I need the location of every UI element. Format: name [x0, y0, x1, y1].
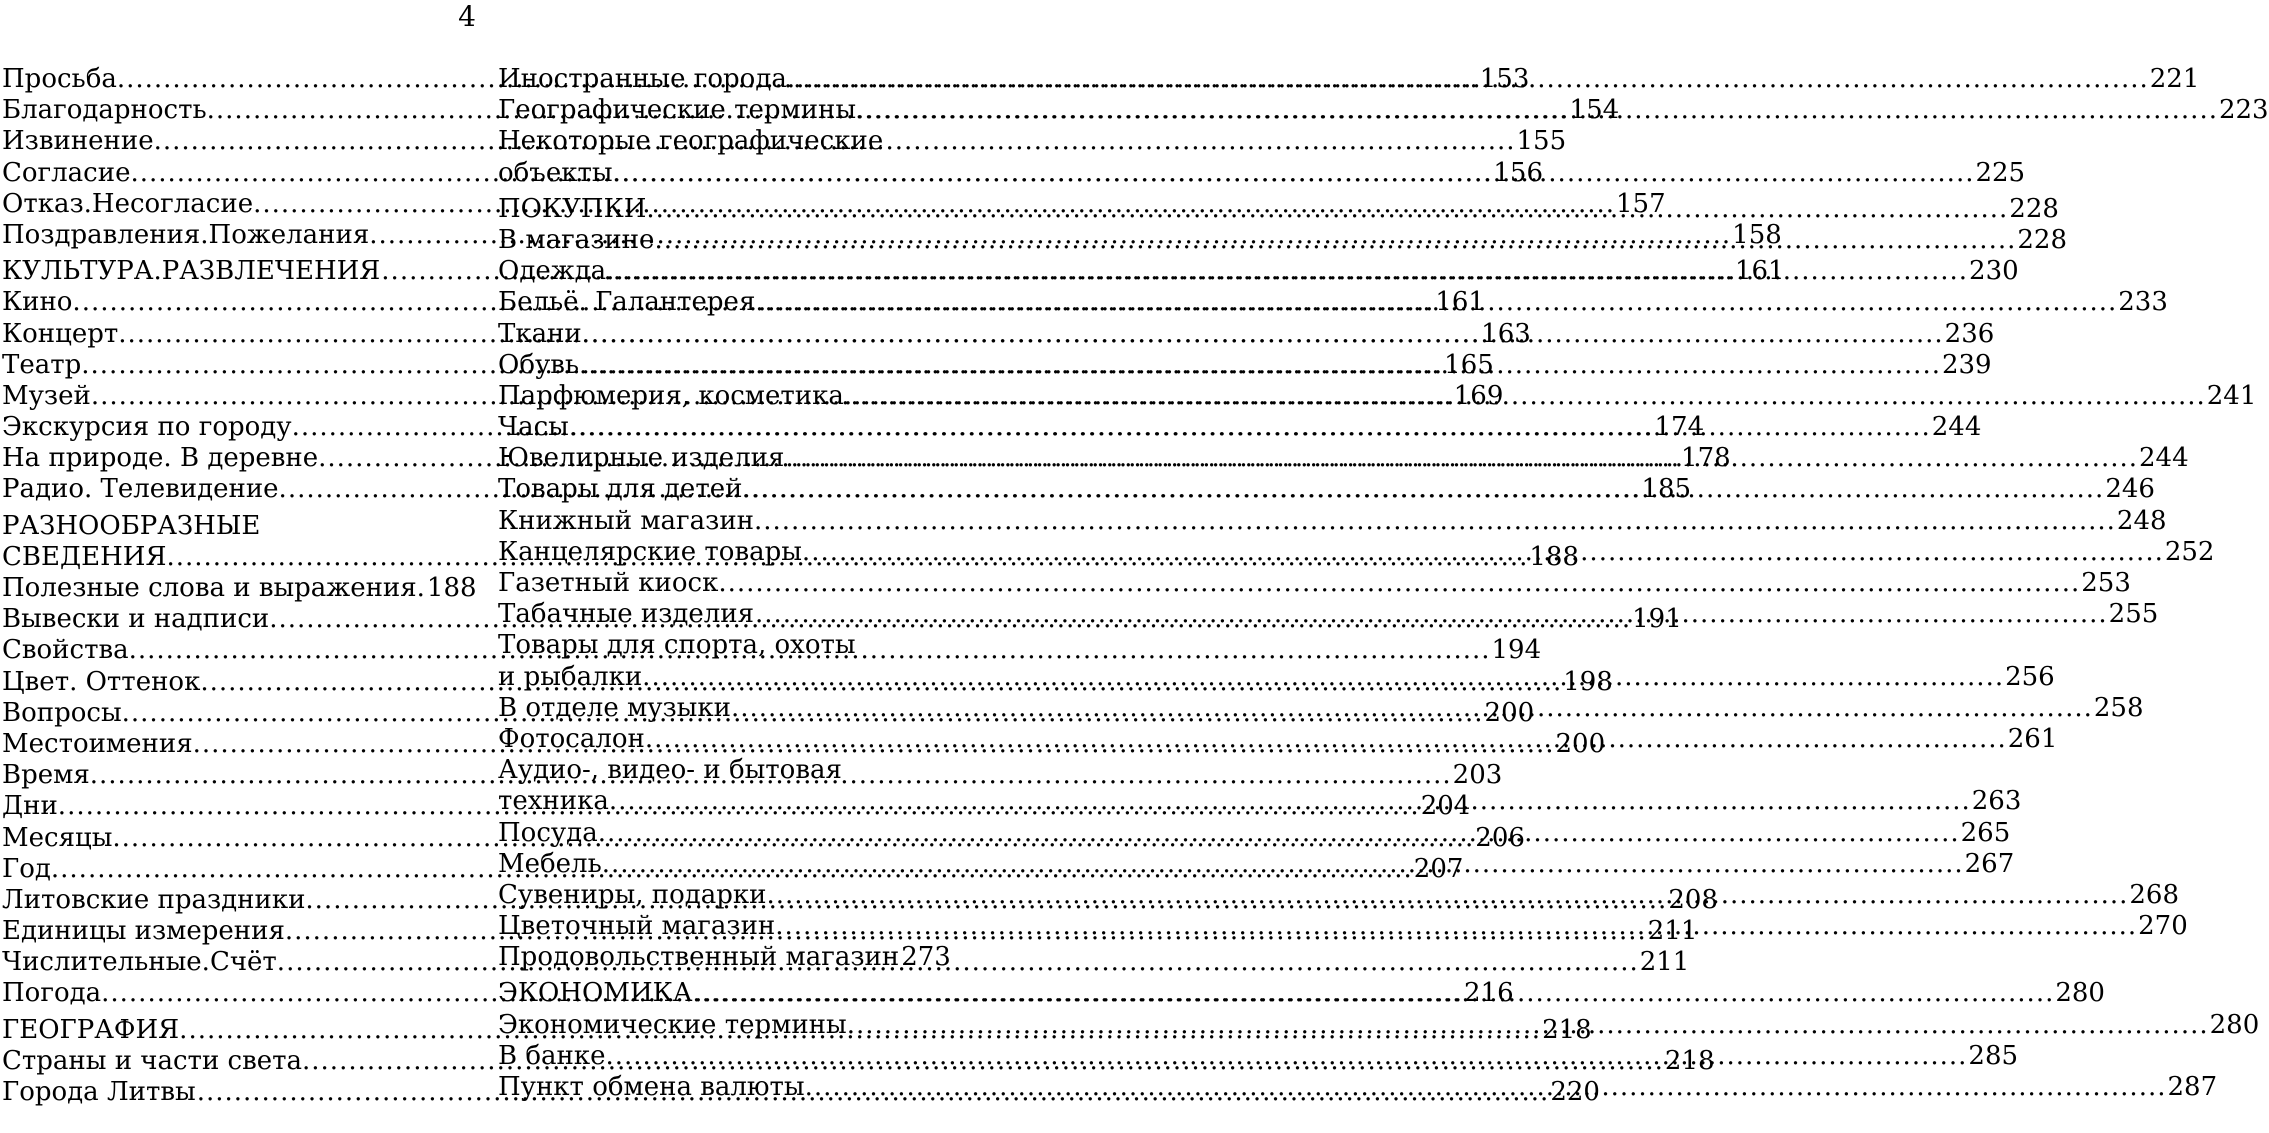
toc-entry-page: 236 [1944, 318, 1995, 349]
dot-leader [853, 381, 2206, 412]
dot-leader [811, 537, 2164, 568]
toc-entry-page: 188 [1529, 541, 1579, 572]
toc-entry-title: В отделе музыки. [498, 692, 740, 723]
toc-entry-page: 211 [1639, 947, 1690, 978]
toc-entry-page: 225 [1975, 157, 2026, 188]
toc-entry-title: Парфюмерия, косметика. [498, 380, 853, 411]
toc-entry-page: 228 [2009, 193, 2059, 224]
toc-entry-page: 174 [1654, 412, 1705, 443]
toc-entry-title: Канцелярские товары. [498, 536, 811, 567]
toc-entry-title: Кино. [2, 287, 81, 318]
toc-entry-title: Бельё. Галантерея. [498, 287, 764, 318]
dot-leader [591, 319, 1944, 350]
toc-entry [498, 630, 932, 661]
dot-leader [763, 506, 2116, 537]
toc-entry-title: Год. [2, 853, 60, 884]
toc-entry-page: 207 [1413, 853, 1464, 884]
toc-entry-page: 246 [2105, 474, 2155, 505]
toc-entry-title: Обувь. [498, 349, 588, 380]
toc-entry-title: Сувениры, подарки. [498, 879, 775, 910]
toc-entry-page: 204 [1420, 791, 1471, 822]
dot-leader [286, 947, 1639, 978]
dot-leader [702, 978, 2055, 1009]
toc-entry-page: 261 [2007, 723, 2058, 754]
toc-entry-page: 200 [1484, 697, 1535, 728]
toc-entry-title: Города Литвы [2, 1077, 196, 1107]
toc-entry-title: Местоимения. [2, 728, 201, 759]
toc-entry-page: 285 [1968, 1040, 2019, 1071]
toc-entry-page: 188 [426, 573, 477, 603]
toc-entry-title: объекты. [498, 157, 621, 188]
page-number: 4 [458, 0, 476, 33]
dot-leader [765, 287, 2118, 318]
toc-entry-title: Концерт. [2, 318, 127, 349]
toc-entry-title: Страны и части света. [2, 1045, 311, 1076]
toc-entry-title: Пункт обмена валюты. [498, 1072, 813, 1102]
toc-entry-title: Извинение. [2, 126, 162, 157]
toc-entry-title: Газетный киоск. [498, 568, 727, 598]
toc-entry-page: 265 [1960, 817, 2011, 848]
toc-entry-title: Числительные.Счёт. [2, 947, 286, 978]
toc-entry-title: Погода. [2, 978, 110, 1009]
toc-entry-page: 191 [1632, 604, 1682, 635]
dot-leader [752, 474, 2105, 505]
toc-entry-title: Фотосалон. [498, 723, 654, 754]
toc-entry-title: Товары для детей. [498, 474, 751, 505]
toc-entry-page: 161 [1734, 256, 1785, 287]
toc-entry-title: Литовские праздники. [2, 884, 314, 915]
toc-entry-page: 244 [2139, 443, 2189, 474]
toc-entry-title: РАЗНООБРАЗНЫЕ [2, 510, 261, 541]
toc-entry-title: Музей. [2, 380, 100, 411]
toc-entry-page: 248 [2116, 505, 2167, 536]
toc-entry-title: Аудио-, видео- и бытовая [498, 755, 842, 786]
toc-entry-page: 156 [1493, 157, 1544, 188]
toc-entry-title: Географические термины. [498, 95, 865, 126]
toc-entry-title: Товары для спорта, охоты [498, 630, 856, 661]
toc-entry-title: Радио. Телевидение. [2, 474, 287, 505]
toc-entry-page: 218 [1542, 1014, 1592, 1045]
dot-leader [785, 443, 2138, 474]
toc-entry [2, 573, 477, 604]
toc-entry [2, 511, 438, 542]
toc-entry-title: и рыбалки. [498, 661, 651, 692]
toc-entry-page: 169 [1453, 380, 1504, 411]
toc-entry-page: 270 [2138, 911, 2188, 942]
toc-entry-page: 253 [2081, 568, 2131, 598]
toc-entry-title: В банке. [498, 1040, 614, 1071]
toc-entry-title: Театр. [2, 349, 90, 380]
toc-entry-page: 161 [1435, 287, 1485, 318]
toc-entry-page: 218 [1664, 1045, 1715, 1076]
toc-entry-page: 280 [2055, 978, 2105, 1009]
toc-entry-page: 244 [1931, 412, 1982, 443]
dot-leader [618, 786, 1971, 817]
toc-entry-page: 178 [1681, 443, 1731, 474]
dot-leader [796, 64, 2149, 95]
toc-entry-title: КУЛЬТУРА.РАЗВЛЕЧЕНИЯ [2, 256, 381, 287]
toc-entry-page: 154 [1569, 95, 1620, 126]
toc-entry-title: Некоторые географические [498, 126, 884, 157]
toc-entry-page: 203 [1452, 760, 1503, 791]
dot-leader [776, 880, 2129, 911]
toc-entry-page: 228 [2017, 224, 2067, 255]
toc-entry-page: 239 [1941, 349, 1992, 380]
toc-entry-page: 230 [1969, 256, 2019, 287]
toc-entry-page: 163 [1481, 318, 1531, 349]
dot-leader [814, 1072, 2167, 1103]
toc-entry-title: Время. [2, 760, 99, 791]
toc-entry-page: 211 [1647, 916, 1698, 947]
toc-entry-page: 252 [2164, 536, 2215, 567]
toc-entry-title: Иностранные города. [498, 64, 796, 94]
toc-entry-title: Вопросы. [2, 697, 130, 728]
toc-entry-title: Посуда. [498, 817, 606, 848]
dot-leader [656, 194, 2009, 225]
toc-entry [498, 505, 2167, 537]
toc-entry-page: 155 [1516, 126, 1567, 157]
toc-entry-title: Единицы измерения. [2, 916, 294, 947]
toc-entry-title: Ткани. [498, 318, 591, 349]
toc-entry-title: Часы. [498, 412, 578, 443]
dot-leader [755, 599, 2108, 630]
toc-entry-title: В магазине. [498, 224, 663, 255]
dot-leader [578, 412, 1931, 443]
toc-entry-page: 153 [1479, 64, 1530, 94]
toc-entry-page: 263 [1971, 786, 2022, 817]
dot-leader [865, 95, 2218, 126]
toc-entry [498, 568, 2131, 599]
toc-entry-title: Месяцы. [2, 822, 121, 853]
toc-entry-page: 280 [2209, 1009, 2260, 1040]
dot-leader [785, 911, 2138, 942]
toc-entry-page: 241 [2206, 380, 2257, 411]
dot-leader [615, 256, 1968, 287]
dot-leader [856, 1010, 2209, 1041]
toc-entry-page: 268 [2129, 879, 2180, 910]
toc-entry-title: ГЕОГРАФИЯ. [2, 1014, 188, 1045]
toc-entry-title: Экономические термины. [498, 1009, 855, 1040]
toc-entry-title: Книжный магазин. [498, 505, 763, 536]
toc-entry-page: 198 [1563, 666, 1613, 697]
dot-leader [651, 662, 2004, 693]
toc-entry-page: 185 [1641, 474, 1692, 505]
toc-entry-title: На природе. В деревне. [2, 443, 327, 474]
dot-leader [611, 849, 1964, 880]
toc-entry-page: 273 [901, 942, 951, 973]
toc-entry-title: ПОКУПКИ. [498, 193, 655, 224]
toc-entry [498, 755, 932, 786]
dot-leader [622, 158, 1975, 189]
toc-entry-title: техника. [498, 786, 618, 817]
toc-entry-title: Экскурсия по городу. [2, 412, 300, 443]
toc-entry-title: Благодарность. [2, 95, 215, 126]
toc-entry-title: Полезные слова и выражения. [2, 573, 425, 603]
toc-entry-title: Ювелирные изделия [498, 443, 785, 474]
toc-entry-page: 165 [1444, 349, 1494, 380]
toc-entry-title: Дни. [2, 791, 67, 822]
toc-entry-page: 233 [2118, 287, 2168, 318]
toc-entry-page: 221 [2149, 64, 2200, 94]
toc-entry-title: Мебель. [498, 848, 610, 879]
dot-leader [740, 693, 2093, 724]
toc-entry-page: 223 [2218, 95, 2269, 126]
dot-leader [615, 1041, 1968, 1072]
toc-entry-page: 287 [2167, 1072, 2218, 1102]
toc-entry-title: СВЕДЕНИЯ. [2, 541, 175, 572]
toc-entry-title: Поздравления.Пожелания. [2, 219, 378, 250]
toc-entry-title: ЭКОНОМИКА. [498, 978, 701, 1009]
toc-entry-title: Одежда. [498, 256, 615, 287]
dot-leader [654, 724, 2007, 755]
toc-entry-title: Табачные изделия [498, 599, 755, 630]
toc-entry-title: Просьба. [2, 64, 126, 94]
toc-entry [498, 942, 951, 973]
dot-leader [728, 568, 2081, 599]
toc-entry-page: 157 [1616, 188, 1666, 219]
toc-entry-page: 255 [2108, 599, 2159, 630]
toc-entry-title: Отказ.Несогласие. [2, 188, 262, 219]
toc-entry [498, 126, 932, 157]
dot-leader [664, 225, 2017, 256]
toc-entry-title: Цвет. Оттенок. [2, 666, 209, 697]
toc-entry-title: Вывески и надписи. [2, 604, 278, 635]
toc-entry-title: Свойства. [2, 635, 137, 666]
dot-leader [607, 818, 1960, 849]
toc-entry-title: Согласие. [2, 157, 139, 188]
toc-entry-page: 216 [1464, 978, 1514, 1009]
dot-leader [588, 350, 1941, 381]
toc-entry-title: Цветочный магазин. [498, 911, 784, 942]
toc-entry-page: 256 [2005, 661, 2055, 692]
toc-entry-page: 258 [2093, 692, 2144, 723]
toc-entry-page: 220 [1550, 1077, 1600, 1107]
toc-entry-page: 206 [1475, 822, 1525, 853]
toc-entry-page: 267 [1964, 848, 2015, 879]
toc-entry-page: 158 [1732, 219, 1782, 250]
toc-entry-page: 208 [1668, 884, 1718, 915]
toc-entry-page: 200 [1555, 728, 1606, 759]
toc-entry-page: 194 [1491, 635, 1542, 666]
toc-entry-title: Продовольственный магазин [498, 942, 900, 973]
